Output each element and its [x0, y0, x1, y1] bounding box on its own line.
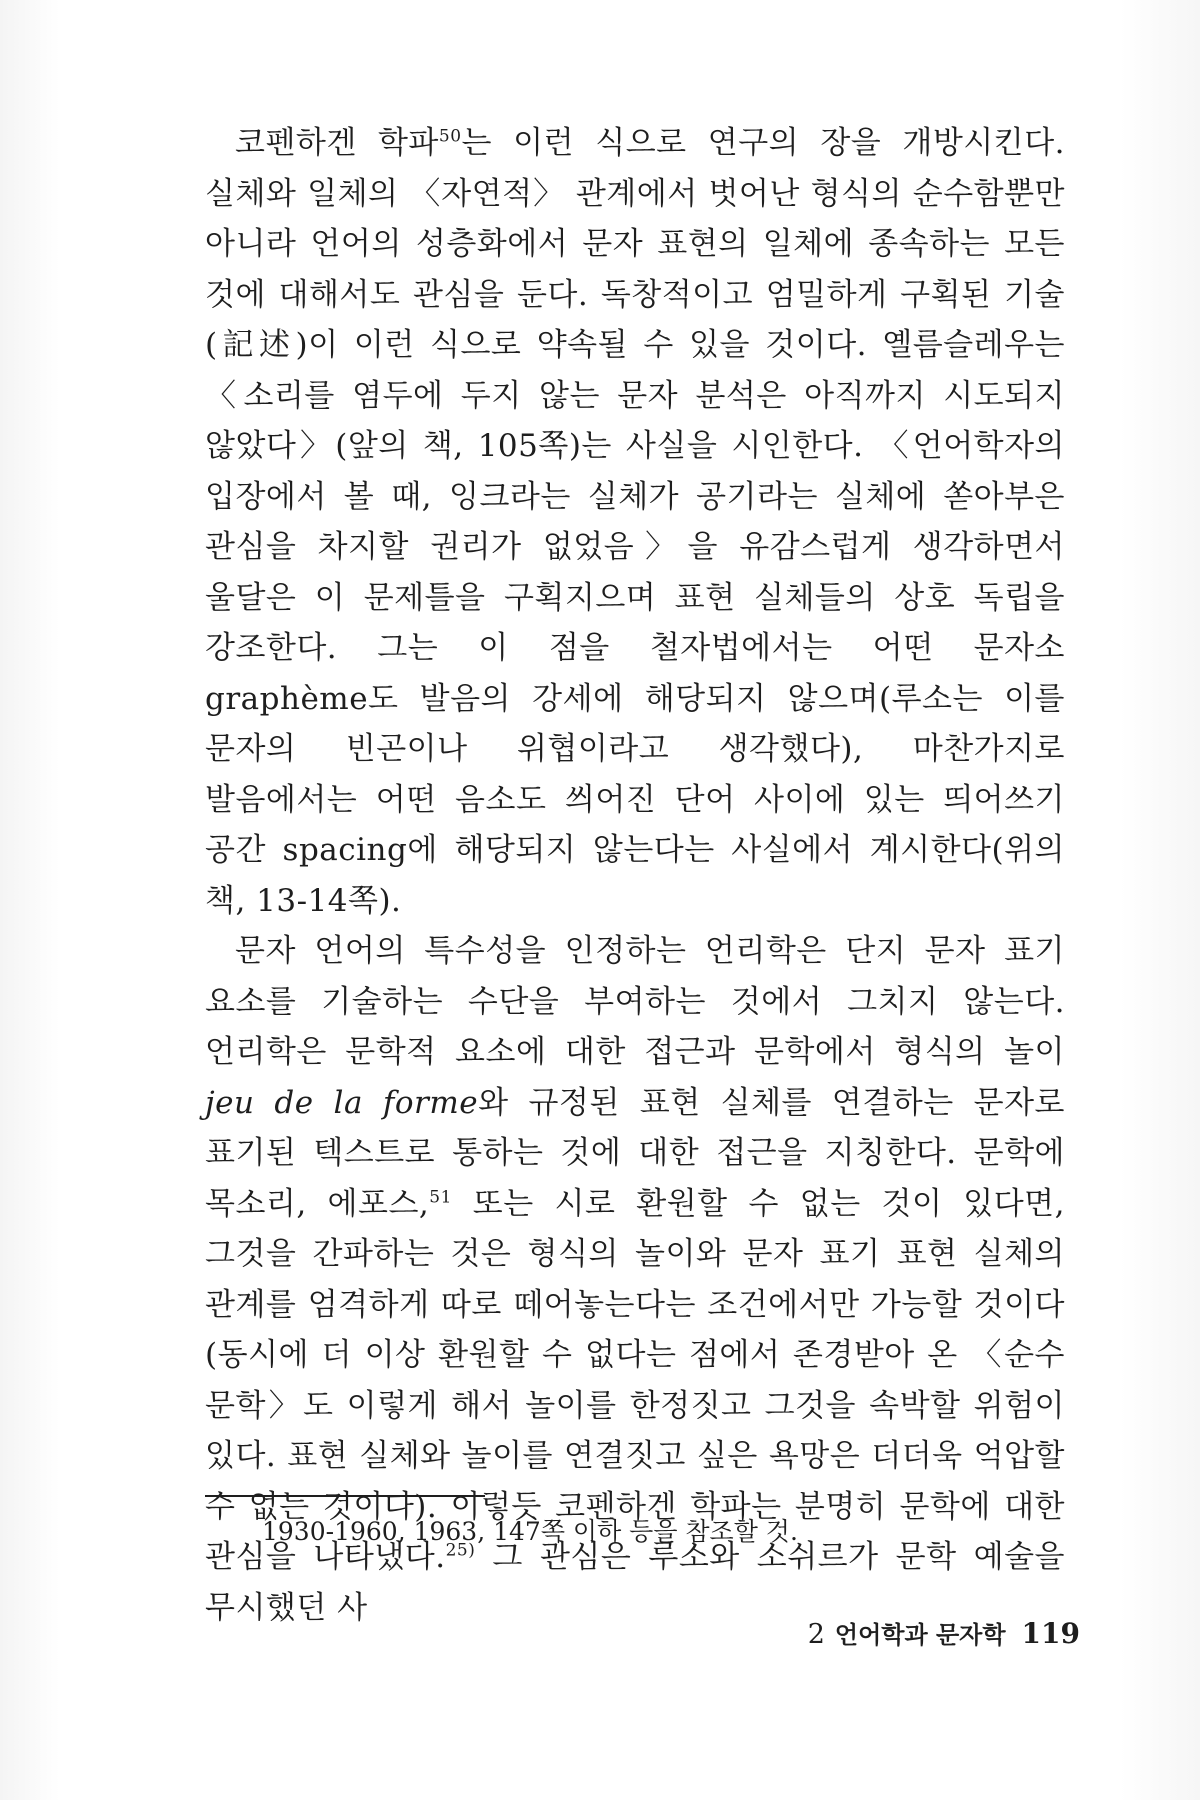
footnote-ref-51: 51	[429, 1187, 452, 1208]
footnote-ref-50: 50	[438, 126, 462, 147]
paragraph-2-text-a: 문자 언어의 특수성을 인정하는 언리학은 단지 문자 표기 요소를 기술하는 수단을 부여하는 것에서 그치지 않는다. 언리학은 문학적 요소에 대한 접근과 문학에서 형식의 놀이	[205, 933, 1065, 1070]
footnote-divider	[205, 1495, 485, 1497]
footnote-text: 1930-1960, 1963, 147쪽 이하 등을 참조할 것.	[262, 1517, 798, 1546]
paragraph-1-text-a: 코펜하겐 학파	[235, 125, 439, 161]
running-footer	[700, 1616, 1080, 1653]
paragraph-2-text-b: 와 규정된 표현 실체를 연결하는 문자로 표기된 텍스트로 통하는 것에 대한 접근을 지칭한다. 문학에 목소리, 에포스,	[205, 1084, 1065, 1222]
chapter-title: 언어학과 문자학	[834, 1621, 1006, 1649]
paragraph-1-text-b: 는 이런 식으로 연구의 장을 개방시킨다. 실체와 일체의 〈자연적〉 관계에서 벗어난 형식의 순수함뿐만 아니라 언어의 성층화에서 문자 표현의 일체에 종속하는 모든 것에 대해서도 관심을 둔다. 독창적이고 엄밀하게 구획된 기술(記述)이 이런 식으로 약속될 수 있을 것이다. 옐름슬레우는 〈소리를 염두에 두지 않는 문자 분석은 아직까지 시도되지 않았다〉(앞의 책, 105쪽)는 사실을 시인한다. 〈언어학자의 입장에서 볼 때, 잉크라는 실체가 공기라는 실체에 쏟아부은 관심을 차지할 권리가 없었음〉을 유감스럽게 생각하면서 울달은 이 문제틀을 구획지으며 표현 실체들의 상호 독립을 강조한다. 그는 이 점을 철자법에서는 어떤 문자소 graphème도 발음의 강세에 해당되지 않으며(루소는 이를 문자의 빈곤이나 위협이라고 생각했다), 마찬가지로 발음에서는 어떤 음소도 씌어진 단어 사이에 있는 띄어쓰기 공간 spacing에 해당되지 않는다는 사실에서 계시한다(위의 책, 13-14쪽).	[205, 125, 1065, 919]
chapter-number: 2	[807, 1619, 825, 1650]
paragraph-2-text-c: 또는 시로 환원할 수 없는 것이 있다면, 그것을 간파하는 것은 형식의 놀이와 문자 표기 표현 실체의 관계를 엄격하게 따로 떼어놓는다는 조건에서만 가능할 것이다(동시에 더 이상 환원할 수 없다는 점에서 존경받아 온 〈순수 문학〉도 이렇게 해서 놀이를 한정짓고 그것을 속박할 위험이 있다. 표현 실체와 놀이를 연결짓고 싶은 욕망은 더더욱 억압할 수 없는 것이다). 이렇듯 코펜하겐 학파는 분명히 문학에 대한 관심을 나타냈다.	[205, 1185, 1065, 1575]
endnote-ref-25: 25)	[445, 1540, 476, 1561]
paragraph-1	[205, 118, 1065, 926]
body-text	[205, 118, 1065, 1633]
italic-term: jeu de la forme	[205, 1084, 479, 1121]
paragraph-2-text-d: 그 관심은 루소와 소쉬르가 문학 예술을 무시했던 사	[205, 1539, 1065, 1626]
page-number: 119	[1021, 1617, 1080, 1650]
